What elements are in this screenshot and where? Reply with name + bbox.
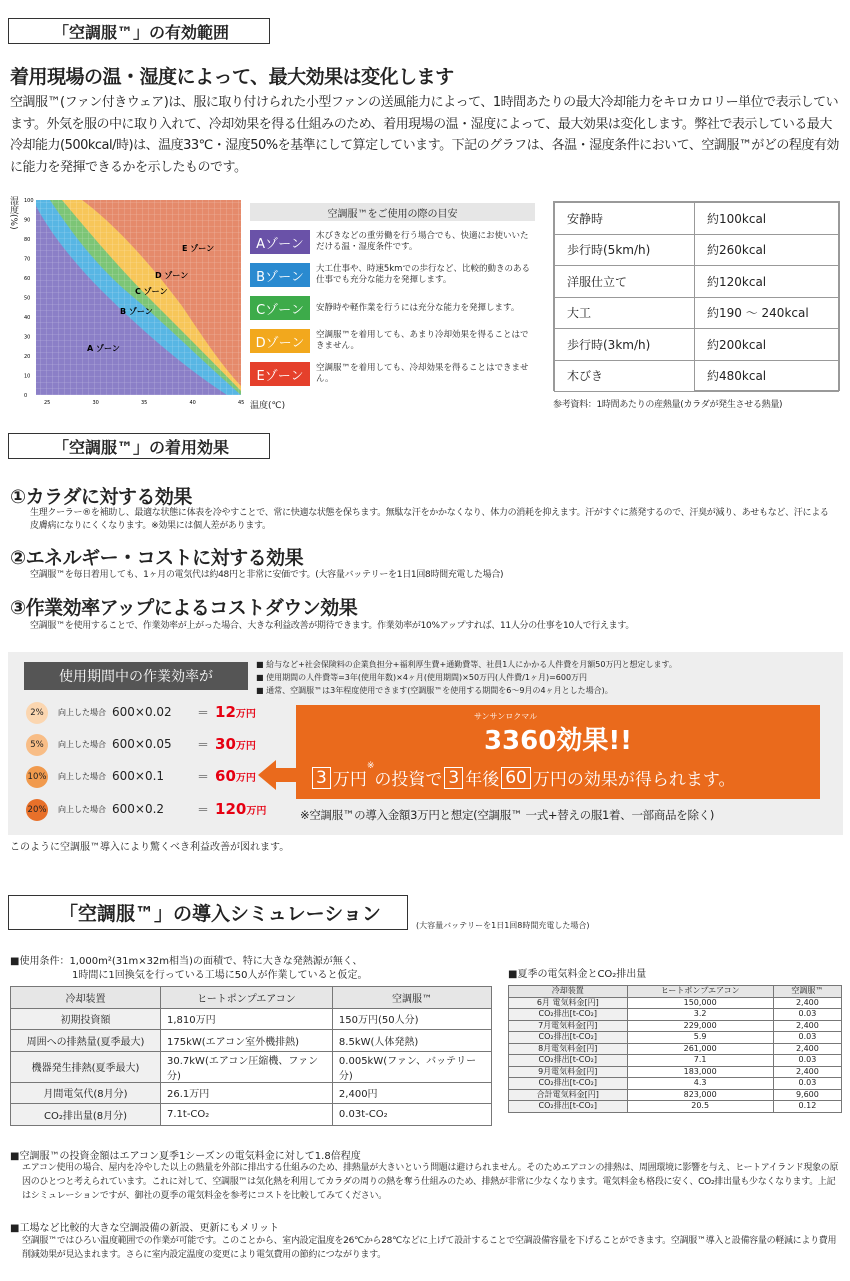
calc-expr: 600×0.1: [112, 769, 165, 783]
calc-label: 向上した場合: [58, 771, 106, 781]
y-tick-label: 30: [24, 334, 31, 341]
grid-overlay: [36, 200, 241, 395]
table-header-row: [509, 986, 842, 998]
calc-row-5: [58, 735, 256, 753]
effect1-title: ①カラダに対する効果: [10, 486, 192, 508]
calc-expr: 600×0.2: [112, 802, 165, 816]
table-cell: 9,600: [773, 1089, 841, 1101]
legend-row-d: [250, 326, 536, 356]
summer-table: [508, 985, 842, 1113]
table-cell: 229,000: [627, 1020, 773, 1032]
banner-mark: ※: [366, 760, 375, 771]
section-title-text: 「空調服™」の導入シミュレーション: [59, 903, 381, 925]
heat-value: 約260kcal: [695, 234, 839, 266]
heat-row: [555, 234, 839, 266]
banner-footnote: ※空調服™の導入金額3万円と想定(空調服™ 一式+替えの服1着、一部商品を除く): [300, 808, 715, 822]
table-row: [509, 1101, 842, 1113]
banner-text-3: 年後: [465, 770, 500, 790]
table-row: [11, 1104, 492, 1126]
calc-result-num: 12: [215, 703, 236, 721]
benefit2-body: 空調服™ではひろい温度範囲での作業が可能です。このことから、室内設定温度を26℃から28℃などに上げて設計することで空調設備容量を下げることができます。空調服™導入と設備容量の軽減により費用削減効果が見込まれます。さらに室内設定温度の変更により電気費用の節約につながります。: [22, 1236, 837, 1260]
zone-a-label: A ゾーン: [87, 344, 120, 353]
calc-eq: ＝: [197, 802, 210, 817]
simulation-table: [10, 986, 492, 1126]
table-row: [509, 1009, 842, 1021]
table-row: [509, 1078, 842, 1090]
table-cell: 0.03t-CO₂: [332, 1104, 491, 1126]
table-cell: 合計電気料金[円]: [509, 1089, 628, 1101]
heat-value: 約190 ～ 240kcal: [695, 297, 839, 329]
arrow-left-icon: [258, 758, 300, 792]
legend-zone-c-box: Cゾーン: [250, 296, 310, 320]
heat-activity: 歩行時(3km/h): [555, 329, 695, 361]
calc-result-unit: 万円: [246, 806, 267, 817]
table-row: [11, 1030, 492, 1052]
effect3-title: ③作業効率アップによるコストダウン効果: [10, 597, 358, 619]
section-title-simulation: [8, 895, 408, 930]
table-row: [509, 997, 842, 1009]
table-cell: 183,000: [627, 1066, 773, 1078]
zone-c-label: C ゾーン: [135, 287, 168, 296]
heat-activity: 大工: [555, 297, 695, 329]
banner-num-3: 60: [501, 767, 531, 789]
pct-badge-5: 5%: [26, 734, 48, 756]
effect3-body: 空調服™を使用することで、作業効率が上がった場合、大きな利益改善が期待できます。作業効率が10%アップすれば、11人分の仕事を10人で行えます。: [30, 621, 635, 631]
table-cell: 周囲への排熱量(夏季最大): [11, 1030, 161, 1052]
table-header-cell: 空調服™: [773, 986, 841, 998]
benefit1-title: ■空調服™の投資金額はエアコン夏季1シーズンの電気料金に対して1.8倍程度: [10, 1151, 361, 1162]
table-header-cell: 冷却装置: [509, 986, 628, 998]
zone-e-label: E ゾーン: [182, 244, 215, 253]
table-cell: CO₂排出[t-CO₂]: [509, 1032, 628, 1044]
calc-result-unit: 万円: [235, 741, 256, 752]
calc-result-unit: 万円: [235, 773, 256, 784]
table-cell: 2,400: [773, 1020, 841, 1032]
table-cell: 150,000: [627, 997, 773, 1009]
table-header-row: [11, 987, 492, 1009]
benefit1-body: エアコン使用の場合、屋内を冷やした以上の熱量を外部に排出する仕組みのため、排熱量が大きいという問題は避けられません。そのためエアコンの排熱は、周囲環境に影響を与え、ヒートアイランド現象の原因のひとつと考えられています。これに対して、空調服™は気化熱を利用してカラダの周りの熱を奪う仕組みのため、排熱が非常に少なくなります。電気料金も格段に安く、CO₂排出量も少なくなります。上記はシミュレーションですが、御社の夏季の電気料金を参考にコストを比較してみてください。: [22, 1163, 839, 1201]
pct-badge-10: 10%: [26, 766, 48, 788]
legend-title: 空調服™をご使用の際の目安: [250, 203, 535, 221]
efficiency-note-3: ■ 通常、空調服™は3年程度使用できます(空調服™を使用する期間を6～9月の4ヶ月とした場合)。: [256, 686, 613, 695]
table-cell: 0.03: [773, 1032, 841, 1044]
zone-legend: [250, 227, 540, 392]
table-cell: 2,400: [773, 1066, 841, 1078]
table-cell: 1,810万円: [161, 1008, 333, 1030]
intro-paragraph: 空調服™(ファン付きウェア)は、服に取り付けられた小型ファンの送風能力によって、1時間あたりの最大冷却能力をキロカロリー単位で表示しています。外気を服の中に取り入れて、冷却効果を得る仕組みのため、着用現場の温・湿度によって、最大効果は変化します。弊社で表示している最大冷却能力(500kcal/時)は、温度33℃・湿度50%を基準にして算定しています。下記のグラフは、各温・湿度条件において、空調服™がどの程度有効に能力を発揮できるかを示したものです。: [10, 95, 839, 175]
y-tick-label: 20: [24, 354, 31, 360]
summer-table-title: ■夏季の電気料金とCO₂排出量: [508, 969, 647, 980]
x-tick-label: 30: [92, 400, 99, 406]
calc-expr: 600×0.02: [112, 705, 172, 719]
efficiency-note-1: ■ 給与など+社会保険料の企業負担分+福利厚生費+通勤費等、社員1人にかかる人件費を月額50万円と想定します。: [256, 660, 677, 669]
y-tick-label: 40: [24, 315, 31, 321]
efficiency-label: 使用期間中の作業効率が: [24, 662, 248, 690]
banner-num-1: 3: [312, 767, 331, 789]
y-tick-label: 10: [24, 373, 31, 380]
table-row: [509, 1066, 842, 1078]
banner-num-2: 3: [444, 767, 463, 789]
calc-row-10: [58, 767, 256, 785]
heat-row: [555, 360, 839, 392]
table-cell: 2,400: [773, 1043, 841, 1055]
table-cell: 4.3: [627, 1078, 773, 1090]
x-tick-label: 45: [238, 400, 245, 406]
heat-activity: 木びき: [555, 360, 695, 392]
table-cell: 0.12: [773, 1101, 841, 1113]
legend-zone-d-desc: 空調服™を着用しても、あまり冷却効果を得ることはできません。: [316, 330, 529, 351]
x-tick-label: 35: [141, 400, 148, 406]
y-tick-label: 100: [24, 198, 34, 204]
legend-zone-e-desc: 空調服™を着用しても、冷却効果を得ることはできません。: [316, 363, 529, 384]
calc-result: [215, 735, 256, 753]
calc-result: [215, 767, 256, 785]
calc-eq: ＝: [197, 769, 210, 784]
section-title-range: [8, 18, 270, 44]
legend-zone-c-desc: 安静時や軽作業を行うには充分な能力を発揮します。: [316, 302, 520, 313]
y-tick-label: 80: [24, 237, 31, 243]
section-title-text: 「空調服™」の着用効果: [53, 437, 230, 457]
table-cell: 261,000: [627, 1043, 773, 1055]
table-cell: 150万円(50人分): [332, 1008, 491, 1030]
zone-graph: [22, 196, 247, 408]
table-cell: 175kW(エアコン室外機排熱): [161, 1030, 333, 1052]
heat-row: [555, 203, 839, 235]
table-cell: 9月電気料金[円]: [509, 1066, 628, 1078]
pct-badge-20: 20%: [26, 799, 48, 821]
section-title-effects: [8, 433, 270, 459]
headline: 着用現場の温・湿度によって、最大効果は変化します: [10, 66, 454, 88]
efficiency-note-2: ■ 使用期間の人件費等=3年(使用年数)×4ヶ月(使用期間)×50万円(人件費/1ヶ月)=600万円: [256, 673, 588, 682]
table-header-cell: 空調服™: [332, 987, 491, 1009]
heat-value: 約120kcal: [695, 266, 839, 298]
table-cell: 3.2: [627, 1009, 773, 1021]
y-tick-label: 0: [24, 393, 28, 399]
y-ticks: [24, 198, 34, 399]
table-cell: 7.1t-CO₂: [161, 1104, 333, 1126]
legend-zone-b-box: Bゾーン: [250, 263, 310, 287]
calc-row-2: [58, 703, 256, 721]
table-cell: 2,400: [773, 997, 841, 1009]
heat-value: 約480kcal: [695, 360, 839, 392]
table-cell: 8月電気料金[円]: [509, 1043, 628, 1055]
efficiency-notes: [256, 658, 836, 697]
table-header-cell: 冷却装置: [11, 987, 161, 1009]
graph-x-label: 温度(℃): [250, 401, 286, 411]
calc-result-unit: 万円: [235, 709, 256, 720]
heat-output-table: [554, 202, 839, 392]
table-cell: CO₂排出[t-CO₂]: [509, 1009, 628, 1021]
table-row: [11, 1008, 492, 1030]
table-cell: CO₂排出[t-CO₂]: [509, 1078, 628, 1090]
y-tick-label: 70: [24, 256, 31, 263]
efficiency-summary: このように空調服™導入により驚くべき利益改善が図れます。: [10, 842, 290, 853]
legend-row-a: [250, 227, 536, 257]
calc-row-20: [58, 800, 266, 818]
calc-result-num: 30: [215, 735, 236, 753]
table-row: [11, 1051, 492, 1082]
condition-line-2: 1時間に1回換気を行っている工場に50人が作業していると仮定。: [72, 970, 368, 981]
calc-result: [215, 800, 266, 818]
calc-result-num: 60: [215, 767, 236, 785]
legend-zone-e-box: Eゾーン: [250, 362, 310, 386]
x-tick-label: 40: [189, 400, 196, 406]
table-row: [509, 1089, 842, 1101]
table-cell: 7月電気料金[円]: [509, 1020, 628, 1032]
condition-line-1: ■使用条件：1,000m²(31m×32m相当)の面積で、特に大きな発熱源が無く、: [10, 956, 363, 967]
heat-activity: 洋服仕立て: [555, 266, 695, 298]
heat-activity: 歩行時(5km/h): [555, 234, 695, 266]
effect1-body: 生理クーラー®を補助し、最適な状態に体表を冷やすことで、常に快適な状態を保ちます。無駄な汗をかかなくなり、体力の消耗を抑えます。汗がすぐに蒸発するので、汗臭が減り、あせもなど、汗による皮膚病になりにくくなります。※効果には個人差があります。: [30, 508, 829, 531]
table-header-cell: ヒートポンプエアコン: [161, 987, 333, 1009]
table-cell: CO₂排出[t-CO₂]: [509, 1101, 628, 1113]
effect2-title: ②エネルギー・コストに対する効果: [10, 547, 304, 569]
calc-eq: ＝: [197, 705, 210, 720]
effect-banner: [296, 705, 820, 799]
table-cell: 20.5: [627, 1101, 773, 1113]
pct-badge-2: 2%: [26, 702, 48, 724]
banner-text-4: 万円の効果が得られます。: [532, 770, 736, 790]
y-tick-label: 90: [24, 217, 31, 224]
table-cell: 2,400円: [332, 1082, 491, 1104]
legend-zone-b-desc: 大工仕事や、時速5kmでの歩行など、比較的動きのある仕事でも充分な能力を発揮します。: [316, 264, 530, 285]
calc-eq: ＝: [197, 737, 210, 752]
heat-table-note: 参考資料：1時間あたりの産熱量(カラダが発生させる熱量): [553, 400, 783, 410]
table-cell: 6月 電気料金[円]: [509, 997, 628, 1009]
calc-result-num: 120: [215, 800, 247, 818]
heat-value: 約100kcal: [695, 203, 839, 235]
heat-output-table-wrap: [553, 201, 840, 391]
calc-label: 向上した場合: [58, 707, 106, 717]
zone-b-label: B ゾーン: [120, 307, 153, 316]
table-cell: CO₂排出量(8月分): [11, 1104, 161, 1126]
x-tick-label: 25: [44, 400, 51, 406]
banner-text-2: の投資で: [374, 770, 443, 790]
calc-label: 向上した場合: [58, 739, 106, 749]
heat-row: [555, 266, 839, 298]
calc-label: 向上した場合: [58, 804, 106, 814]
table-cell: 5.9: [627, 1032, 773, 1044]
table-cell: CO₂排出[t-CO₂]: [509, 1055, 628, 1067]
table-cell: 機器発生排熱(夏季最大): [11, 1051, 161, 1082]
zone-d-label: D ゾーン: [155, 271, 189, 280]
benefit2-title: ■工場など比較的大きな空調設備の新設、更新にもメリット: [10, 1223, 280, 1234]
banner-text-1: 万円: [332, 770, 367, 790]
legend-zone-a-desc: 木びきなどの重労働を行う場合でも、快適にお使いいただける温・湿度条件です。: [316, 231, 529, 252]
calc-expr: 600×0.05: [112, 737, 172, 751]
legend-zone-a-box: Aゾーン: [250, 230, 310, 254]
banner-sentence: [310, 760, 736, 790]
table-header-cell: ヒートポンプエアコン: [627, 986, 773, 998]
table-cell: 8.5kW(人体発熱): [332, 1030, 491, 1052]
table-cell: 0.005kW(ファン、バッテリー分): [332, 1051, 491, 1082]
table-cell: 0.03: [773, 1078, 841, 1090]
heat-row: [555, 329, 839, 361]
x-ticks: [44, 400, 244, 406]
effect2-body: 空調服™を毎日着用しても、1ヶ月の電気代は約48円と非常に安価です。(大容量バッテリーを1日1回8時間充電した場合): [30, 570, 504, 580]
table-cell: 26.1万円: [161, 1082, 333, 1104]
legend-row-c: [250, 293, 536, 323]
table-row: [509, 1055, 842, 1067]
heat-row: [555, 297, 839, 329]
table-row: [509, 1043, 842, 1055]
table-cell: 0.03: [773, 1009, 841, 1021]
table-cell: 月間電気代(8月分): [11, 1082, 161, 1104]
heat-value: 約200kcal: [695, 329, 839, 361]
simulation-note: (大容量バッテリーを1日1回8時間充電した場合): [416, 921, 590, 930]
calc-result: [215, 703, 256, 721]
table-row: [509, 1032, 842, 1044]
legend-zone-d-box: Dゾーン: [250, 329, 310, 353]
table-cell: 30.7kW(エアコン圧縮機、ファン分): [161, 1051, 333, 1082]
y-tick-label: 60: [24, 276, 31, 282]
table-cell: 初期投資額: [11, 1008, 161, 1030]
table-cell: 0.03: [773, 1055, 841, 1067]
zone-graph-svg: [22, 196, 247, 408]
table-cell: 7.1: [627, 1055, 773, 1067]
banner-big: 3360効果!!: [483, 726, 633, 756]
heat-activity: 安静時: [555, 203, 695, 235]
table-cell: 823,000: [627, 1089, 773, 1101]
legend-row-b: [250, 260, 536, 290]
table-row: [509, 1020, 842, 1032]
legend-row-e: [250, 359, 536, 389]
table-row: [11, 1082, 492, 1104]
y-tick-label: 50: [24, 295, 31, 302]
graph-y-label: 湿度(%): [8, 196, 18, 230]
section-title-text: 「空調服™」の有効範囲: [53, 22, 230, 42]
banner-ruby: サンサンロクマル: [474, 712, 538, 721]
